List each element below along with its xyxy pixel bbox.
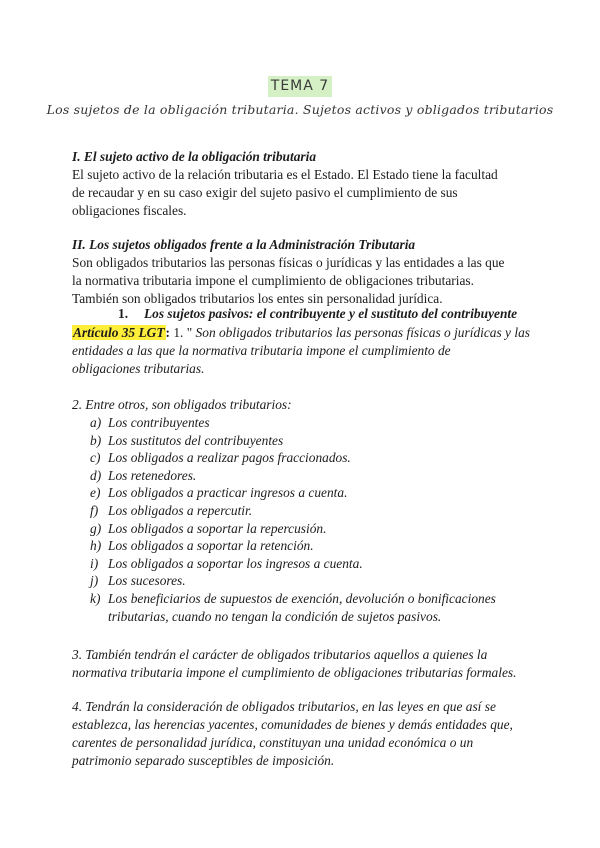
point-3-line: normativa tributaria impone el cumplimiento de obligaciones tributarias formales. (72, 665, 517, 680)
point-3 (72, 646, 552, 682)
list-item (90, 572, 530, 590)
obligados-list (90, 414, 530, 625)
list-item (90, 414, 530, 432)
list-item (90, 484, 530, 502)
point-3-line: 3. También tendrán el carácter de obligados tributarios aquellos a quienes la (72, 647, 488, 662)
section-1-line: de recaudar y en su caso exigir del sujeto pasivo el cumplimiento de sus (72, 185, 458, 200)
list-marker: f) (90, 502, 99, 518)
article-text: Son obligados tributarios las personas físicas o jurídicas y las (192, 325, 530, 340)
point-4-line: patrimonio separado susceptibles de imposición. (72, 753, 335, 768)
section-1 (72, 148, 532, 220)
list-text: Los sucesores. (108, 573, 186, 589)
list-text: Los contribuyentes (108, 415, 210, 430)
article-first-line (72, 324, 542, 342)
list-marker: h) (90, 538, 102, 554)
section-1-heading: I. El sujeto activo de la obligación tributaria (72, 149, 317, 164)
list-text-line: Los beneficiarios de supuestos de exención, devolución o bonificaciones (108, 590, 496, 606)
topic-subtitle: Los sujetos de la obligación tributaria. Sujetos activos y obligados tributarios (46, 102, 554, 117)
list-marker: g) (90, 520, 102, 536)
list-text: Los sustitutos del contribuyentes (108, 432, 284, 448)
list-text: Los retenedores. (108, 467, 197, 483)
article-line: obligaciones tributarias. (72, 361, 205, 376)
section-1-line: obligaciones fiscales. (72, 203, 187, 218)
point-4 (72, 698, 552, 770)
list-item (90, 467, 530, 485)
section-2-heading: II. Los sujetos obligados frente a la Administración Tributaria (72, 237, 416, 252)
point-4-line: establezca, las herencias yacentes, comunidades de bienes y demás entidades que, (72, 717, 513, 732)
list-item (90, 520, 530, 538)
list-text: Los obligados a repercutir. (108, 502, 253, 518)
list-marker: b) (90, 432, 102, 448)
list-text-line: tributarias, cuando no tengan la condición de sujetos pasivos. (108, 608, 442, 624)
subsection-heading (118, 306, 517, 322)
point-2-intro: 2. Entre otros, son obligados tributarios: (72, 397, 292, 412)
topic-title: TEMA 7 (268, 76, 332, 97)
list-item (90, 502, 530, 520)
list-text: Los obligados a soportar la retención. (108, 538, 314, 554)
article-label-highlight: Artículo 35 LGT (73, 325, 165, 340)
list-item (90, 449, 530, 467)
list-text: Los obligados a soportar la repercusión. (108, 520, 327, 536)
point-4-line: carentes de personalidad jurídica, constituyan una unidad económica o un (72, 735, 474, 750)
article-line: entidades a las que la normativa tributaria impone el cumplimiento de (72, 343, 451, 358)
subsection-title: Los sujetos pasivos: el contribuyente y el sustituto del contribuyente (144, 306, 518, 321)
list-marker: a) (90, 415, 102, 430)
list-marker: d) (90, 467, 102, 483)
section-1-line: El sujeto activo de la relación tributaria es el Estado. El Estado tiene la facultad (72, 167, 498, 182)
list-marker: e) (90, 485, 101, 501)
list-text: Los obligados a realizar pagos fraccionados. (108, 450, 351, 466)
list-text: Los obligados a practicar ingresos a cuenta. (108, 485, 348, 501)
article-point: 1. " (173, 325, 193, 340)
article-35 (72, 324, 542, 378)
list-marker: i) (90, 555, 99, 571)
list-text: Los obligados a soportar los ingresos a cuenta. (108, 555, 363, 571)
list-marker: j) (90, 573, 99, 589)
list-item (90, 537, 530, 555)
list-item (90, 555, 530, 573)
list-marker: c) (90, 450, 101, 466)
list-marker: k) (90, 590, 101, 606)
subsection-number: 1. (118, 306, 129, 321)
list-item (90, 432, 530, 450)
section-2-line: la normativa tributaria impone el cumplimiento de obligaciones tributarias. (72, 273, 474, 288)
list-item (90, 590, 530, 625)
list-text (108, 590, 530, 625)
article-colon: : (165, 325, 170, 340)
section-2-line: Son obligados tributarios las personas físicas o jurídicas y las entidades a las que (72, 255, 505, 270)
section-2-line: También son obligados tributarios los entes sin personalidad jurídica. (72, 291, 443, 306)
point-4-line: 4. Tendrán la consideración de obligados tributarios, en las leyes en que así se (72, 699, 496, 714)
title-wrapper (0, 76, 600, 97)
section-2 (72, 236, 532, 308)
